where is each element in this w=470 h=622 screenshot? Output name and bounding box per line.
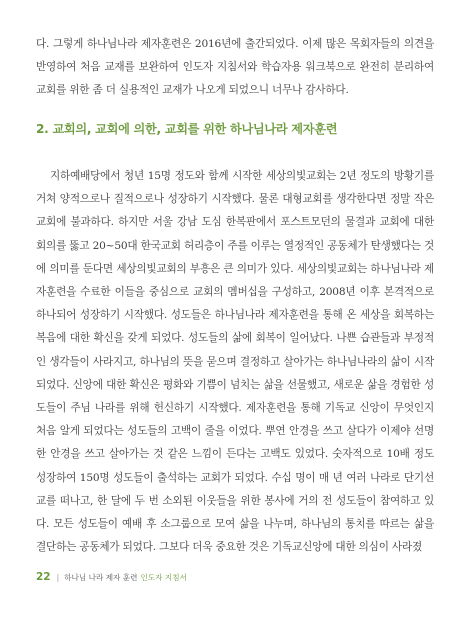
footer-book-title: 하나님 나라 제자 훈련 <box>64 573 138 582</box>
section-heading: 2. 교회의, 교회에 의한, 교회를 위한 하나님나라 제자훈련 <box>36 122 338 136</box>
paragraph-continuation: 다. 그렇게 하나님나라 제자훈련은 2016년에 출간되었다. 이제 많은 목회자들의 의견을 반영하여 처음 교재를 보완하여 인도자 지침서와 학습자용 워크북으로 완전히 분리하여 교회를 위한 좀 더 실용적인 교재가 나오게 되었으니 너무나 감사하다. <box>36 38 434 97</box>
footer-series: 인도자 지침서 <box>140 573 187 582</box>
page-footer <box>36 571 187 585</box>
page-number: 22 <box>36 571 51 583</box>
footer-separator: | <box>56 573 60 582</box>
paragraph-body: 지하예배당에서 청년 15명 정도와 함께 시작한 세상의빛교회는 2년 정도의 방황기를 거쳐 양적으로나 질적으로나 성장하기 시작했다. 물론 대형교회를 생각한다면 정말 작은 교회에 불과하다. 하지만 서울 강남 도심 한복판에서 포스트모던의 물결과 교회에 대한 회의를 뚫고 20~50대 한국교회 허리층이 주를 이루는 열정적인 공동체가 탄생했다는 것에 의미를 둔다면 세상의빛교회의 부흥은 큰 의미가 있다. 세상의빛교회는 하나님나라 제자훈련을 수료한 이들을 중심으로 교회의 멤버십을 구성하고, 2008년 이후 본격적으로 하나되어 성장하기 시작했다. 성도들은 하나님나라 제자훈련을 통해 온 세상을 회복하는 복음에 대한 확신을 갖게 되었다. 성도들의 삶에 회복이 일어났다. 나쁜 습관들과 부정적인 생각들이 사라지고, 하나님의 뜻을 묻으며 결정하고 살아가는 하나님나라의 삶이 시작되었다. 신앙에 대한 확신은 평화와 기쁨이 넘치는 삶을 선물했고, 새로운 삶을 경험한 성도들이 주님 나라를 위해 헌신하기 시작했다. 제자훈련을 통해 기독교 신앙이 무엇인지 처음 알게 되었다는 성도들의 고백이 줄을 이었다. 뿌연 안경을 쓰고 살다가 이제야 선명한 안경을 쓰고 살아가는 것 같은 느낌이 든다는 고백도 있었다. 숫자적으로 10배 정도 성장하여 150명 성도들이 출석하는 교회가 되었다. 수십 명이 매 년 여러 나라로 단기선교를 떠나고, 한 달에 두 번 소외된 이웃들을 위한 봉사에 거의 전 성도들이 참여하고 있다. 모든 성도들이 예배 후 소그룹으로 모여 삶을 나누며, 하나님의 통치를 따르는 삶을 결단하는 공동체가 되었다. 그보다 더욱 중요한 것은 기독교신앙에 대한 의심이 사라졌 <box>36 170 434 554</box>
